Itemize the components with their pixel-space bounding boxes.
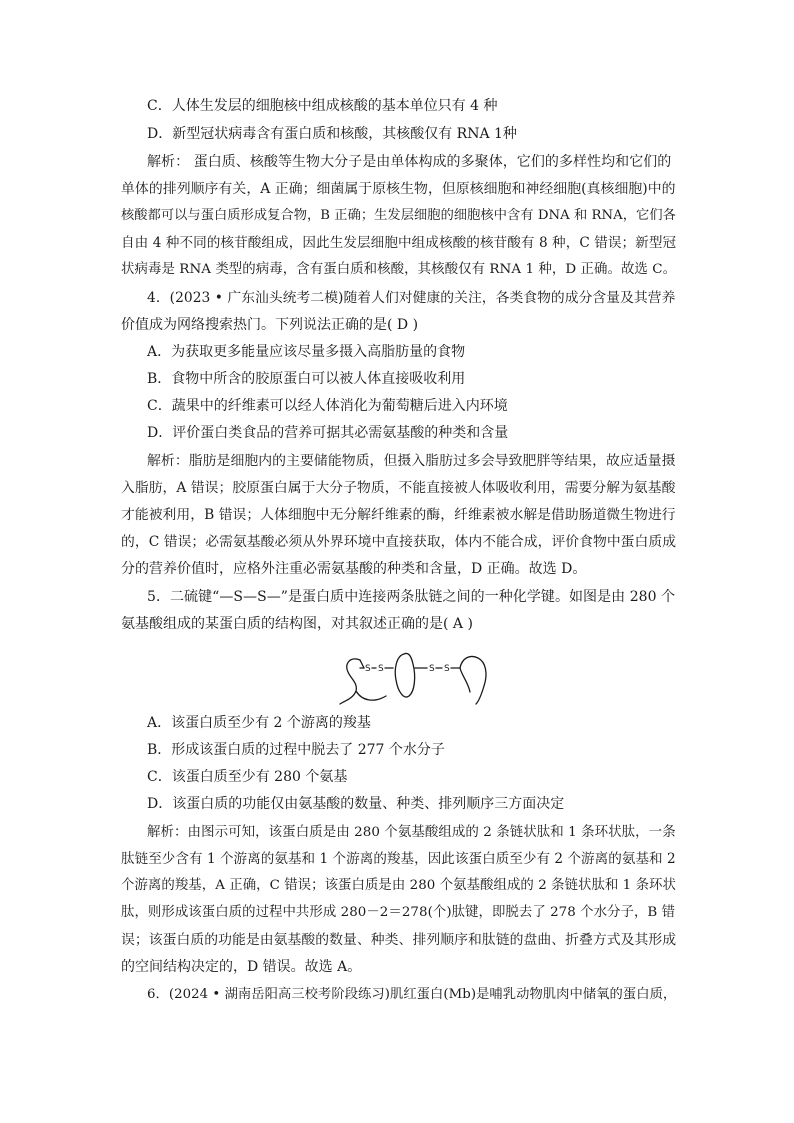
option-d-q3: D．新型冠状病毒含有蛋白质和核酸，其核酸仅有 RNA 1种	[147, 126, 517, 142]
bond-1-s-left: S	[365, 664, 371, 674]
option-a-q4: A．为获取更多能量应该尽量多摄入高脂肪量的食物	[147, 344, 466, 360]
analysis-q5-line-3: 个游离的羧基，A 正确，C 错误；该蛋白质是由 280 个氨基酸组成的 2 条链状肽和 1 条环状	[121, 878, 676, 893]
option-c-q3: C．人体生发层的细胞核中组成核酸的基本单位只有 4 种	[147, 98, 498, 114]
analysis-q4-line-4: 的，C 错误；必需氨基酸必须从外界环境中直接获取，体内不能合成，评价食物中蛋白质成	[121, 534, 677, 550]
analysis-q5-line-5: 误；该蛋白质的功能是由氨基酸的数量、种类、排列顺序和肽链的盘曲、折叠方式及其形成	[121, 932, 677, 948]
option-d-q5: D．该蛋白质的功能仅由氨基酸的数量、种类、排列顺序三方面决定	[147, 796, 565, 812]
option-c-q5: C．该蛋白质至少有 280 个氨基	[147, 769, 348, 785]
question-4-line-1: 4．(2023 • 广东汕头统考二模)随着人们对健康的关注，各类食物的成分含量及其营养	[147, 290, 676, 306]
analysis-q4-line-1: 解析：脂肪是细胞内的主要储能物质，但摄入脂肪过多会导致肥胖等结果，故应适量摄	[147, 453, 676, 469]
bond-2-s-left: S	[429, 664, 435, 674]
question-6-line-1: 6．(2024 • 湖南岳阳高三校考阶段练习)肌红蛋白(Mb)是哺乳动物肌肉中储氧的蛋白质，	[147, 987, 677, 1002]
analysis-q3-line-2: 单体的排列顺序有关，A 正确；细菌属于原核生物，但原核细胞和神经细胞(真核细胞)中的	[121, 181, 676, 197]
right-chain-hook	[460, 668, 470, 692]
right-peptide-chain	[460, 656, 486, 704]
analysis-q4-line-3: 才能被利用，B 错误；人体细胞中无分解纤维素的酶，纤维素被水解是借助肠道微生物进行	[121, 507, 676, 523]
analysis-q5-line-1: 解析：由图示可知，该蛋白质是由 280 个氨基酸组成的 2 条链状肽和 1 条环状肽，一条	[147, 824, 676, 840]
option-b-q5: B．形成该蛋白质的过程中脱去了 277 个水分子	[147, 742, 445, 758]
option-d-q4: D．评价蛋白类食品的营养可据其必需氨基酸的种类和含量	[147, 425, 509, 441]
analysis-q3-line-3: 核酸都可以与蛋白质形成复合物，B 正确；生发层细胞的细胞核中含有 DNA 和 RNA，它们各	[121, 208, 676, 223]
analysis-q4-line-2: 入脂肪，A 错误；胶原蛋白属于大分子物质，不能直接被人体吸收利用，需要分解为氨基酸	[121, 480, 676, 496]
cyclic-peptide-loop	[395, 653, 414, 697]
option-b-q4: B．食物中所含的胶原蛋白可以被人体直接吸收利用	[147, 371, 466, 387]
question-5-line-1: 5．二硫键“—S—S—”是蛋白质中连接两条肽链之间的一种化学键。如图是由 280 个	[147, 589, 676, 605]
left-chain-tail	[360, 660, 364, 668]
analysis-q3-line-4: 自由 4 种不同的核苷酸组成，因此生发层细胞中组成核酸的核苷酸有 8 种，C 错误；新型冠	[121, 235, 677, 251]
disulfide-bond-protein-diagram	[338, 646, 494, 708]
analysis-q3-line-1: 解析： 蛋白质、核酸等生物大分子是由单体构成的多聚体，它们的多样性均和它们的	[147, 154, 672, 170]
analysis-q4-line-5: 分的营养价值时，应格外注重必需氨基酸的种类和含量，D 正确。故选 D。	[121, 561, 587, 577]
analysis-q3-line-5: 状病毒是 RNA 类型的病毒，含有蛋白质和核酸，其核酸仅有 RNA 1 种，D 正确。故选 C。	[121, 262, 677, 277]
question-4-line-2: 价值成为网络搜索热门。下列说法正确的是( D )	[121, 317, 419, 333]
question-5-line-2: 氨基酸组成的某蛋白质的结构图，对其叙述正确的是( A )	[121, 616, 473, 632]
analysis-q5-line-4: 肽，则形成该蛋白质的过程中共形成 280－2＝278(个)肽键，即脱去了 278 个水分子，B 错	[121, 905, 676, 920]
bond-1-s-right: S	[378, 664, 384, 674]
option-a-q5: A．该蛋白质至少有 2 个游离的羧基	[147, 715, 371, 731]
bond-2-s-right: S	[444, 664, 450, 674]
analysis-q5-line-6: 的空间结构决定的，D 错误。故选 A。	[121, 959, 362, 975]
option-c-q4: C．蔬果中的纤维素可以经人体消化为葡萄糖后进入内环境	[147, 398, 508, 414]
analysis-q5-line-2: 肽链至少含有 1 个游离的氨基和 1 个游离的羧基，因此该蛋白质至少有 2 个游离的氨基和 2	[121, 851, 676, 867]
